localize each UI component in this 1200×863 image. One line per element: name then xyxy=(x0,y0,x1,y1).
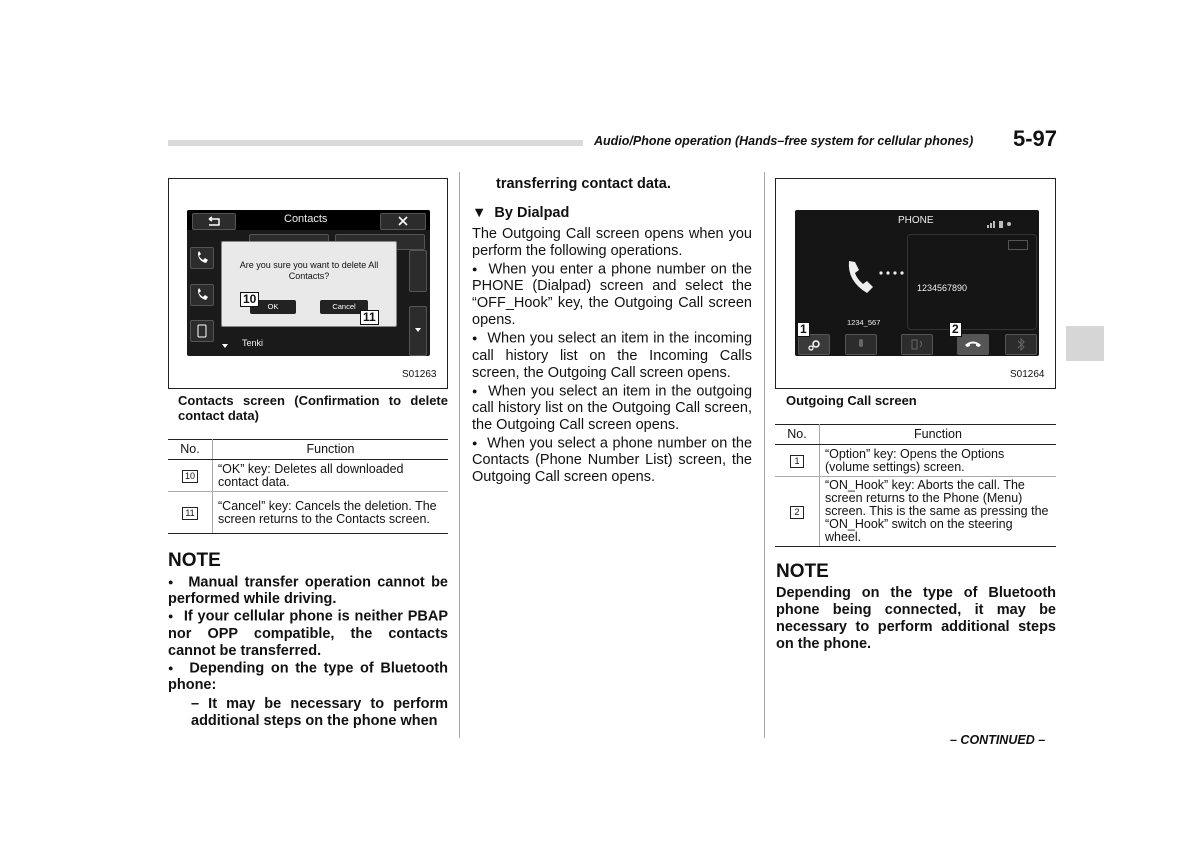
callout-cancel: 11 xyxy=(360,310,379,325)
dialog-message: Are you sure you want to delete All Contacts? xyxy=(239,260,379,281)
cancel-button[interactable]: Cancel xyxy=(320,300,368,314)
table-header-function: Function xyxy=(820,425,1057,445)
mute-button[interactable] xyxy=(845,334,877,355)
row-number-badge: 10 xyxy=(182,470,198,483)
row-number-badge: 11 xyxy=(182,507,197,520)
triangle-down-icon: ▼ xyxy=(472,205,487,221)
list-item: ● When you select an item in the incoming call history list on the Incoming Calls screen, the Outgoing Call screen opens. xyxy=(472,330,753,381)
figure-outgoing-call xyxy=(775,178,1056,389)
note-heading: NOTE xyxy=(168,550,221,571)
figure-contacts xyxy=(168,178,448,389)
phone-screen-title: PHONE xyxy=(898,215,934,226)
table-row xyxy=(775,445,1056,477)
chapter-tab xyxy=(1066,326,1104,361)
ok-button[interactable]: OK xyxy=(250,300,296,314)
microphone-icon xyxy=(846,335,876,354)
section-title: Audio/Phone operation (Hands–free system for cellular phones) xyxy=(594,134,974,148)
continued-footer: – CONTINUED – xyxy=(950,733,1046,747)
figure-caption: Contacts screen (Confirmation to delete contact data) xyxy=(178,393,448,423)
table-row xyxy=(168,460,448,492)
row-function-text: “Option” key: Opens the Options (volume settings) screen. xyxy=(820,445,1057,477)
note-heading: NOTE xyxy=(776,561,829,582)
header-rule xyxy=(168,140,583,146)
list-item: ● When you select an item in the outgoing call history list on the Outgoing Call screen, the Outgoing Call screen opens. xyxy=(472,382,753,433)
phone-device-icon[interactable] xyxy=(190,320,214,342)
note-text: Depending on the type of Bluetooth phone being connected, it may be necessary to perform additional steps on the phone. xyxy=(776,585,1056,652)
row-function-text: “Cancel” key: Cancels the deletion. The screen returns to the Contacts screen. xyxy=(213,492,449,534)
speaker-icon xyxy=(902,335,932,354)
function-table-1 xyxy=(168,439,448,534)
table-header-no: No. xyxy=(168,440,213,460)
table-header-function: Function xyxy=(213,440,449,460)
row-number-badge: 1 xyxy=(790,455,804,468)
callout-on-hook: 2 xyxy=(949,322,962,337)
keypad-icon[interactable] xyxy=(1008,240,1028,250)
on-hook-button[interactable] xyxy=(957,334,989,355)
callout-option: 1 xyxy=(797,322,810,337)
close-icon xyxy=(381,214,425,229)
bluetooth-button[interactable] xyxy=(1005,334,1037,355)
table-row xyxy=(168,492,448,534)
chevron-down-icon xyxy=(220,342,230,350)
audio-transfer-button[interactable] xyxy=(901,334,933,355)
row-function-text: “ON_Hook” key: Aborts the call. The screen returns to the Phone (Menu) screen. This is the same as pressing the “ON_Hook” switch on the steering wheel. xyxy=(820,477,1057,547)
hang-up-icon xyxy=(958,335,988,354)
bluetooth-icon xyxy=(1006,335,1036,354)
gear-icon xyxy=(799,335,829,354)
figure-code: S01263 xyxy=(402,369,437,380)
close-button[interactable] xyxy=(380,213,426,230)
list-item: ● When you select a phone number on the Contacts (Phone Number List) screen, the Outgoing Call screen opens. xyxy=(472,435,753,486)
table-row xyxy=(775,477,1056,547)
option-button[interactable] xyxy=(798,334,830,355)
outgoing-calls-icon[interactable] xyxy=(190,284,214,306)
column-divider-2 xyxy=(764,172,765,738)
contacts-screen-title: Contacts xyxy=(284,213,328,225)
chevron-down-icon xyxy=(410,307,426,355)
back-button[interactable] xyxy=(192,213,236,230)
phone-handset-icon xyxy=(845,255,915,305)
table-header-no: No. xyxy=(775,425,820,445)
note-bullet: ● If your cellular phone is neither PBAP nor OPP compatible, the contacts cannot be transferred. xyxy=(168,608,448,659)
contacts-screen xyxy=(187,210,430,356)
note-body xyxy=(168,574,448,730)
outgoing-call-screen xyxy=(795,210,1039,356)
scroll-down-button[interactable] xyxy=(409,306,427,356)
scroll-bar[interactable] xyxy=(409,250,427,292)
signal-battery-icon xyxy=(987,219,1017,229)
note-bullet: ● Manual transfer operation cannot be performed while driving. xyxy=(168,574,448,608)
page-number: 5-97 xyxy=(1013,126,1058,151)
callout-ok: 10 xyxy=(240,292,259,307)
column-divider-1 xyxy=(459,172,460,738)
figure-code: S01264 xyxy=(1010,369,1045,380)
back-icon xyxy=(193,214,235,229)
contact-name: 1234_567 xyxy=(847,318,881,327)
note-bullet: ● Depending on the type of Bluetooth phone: xyxy=(168,659,449,693)
continued-text: transferring contact data. xyxy=(496,176,671,192)
contact-list-item[interactable]: Tenki xyxy=(242,338,264,348)
note-sub-item: – It may be necessary to perform additional steps on the phone when xyxy=(191,695,448,729)
subsection-heading: ▼ By Dialpad xyxy=(472,205,570,221)
dialed-number: 1234567890 xyxy=(917,283,968,293)
list-item: ● When you enter a phone number on the PHONE (Dialpad) screen and select the “OFF_Hook” key, the Outgoing Call screen opens. xyxy=(472,261,752,329)
function-table-2 xyxy=(775,424,1056,547)
incoming-calls-icon[interactable] xyxy=(190,247,214,269)
row-function-text: “OK” key: Deletes all downloaded contact data. xyxy=(213,460,449,492)
row-number-badge: 2 xyxy=(790,506,804,519)
intro-paragraph: The Outgoing Call screen opens when you perform the following operations. xyxy=(472,226,752,259)
figure-caption: Outgoing Call screen xyxy=(786,393,917,408)
dialpad-body xyxy=(472,226,752,486)
